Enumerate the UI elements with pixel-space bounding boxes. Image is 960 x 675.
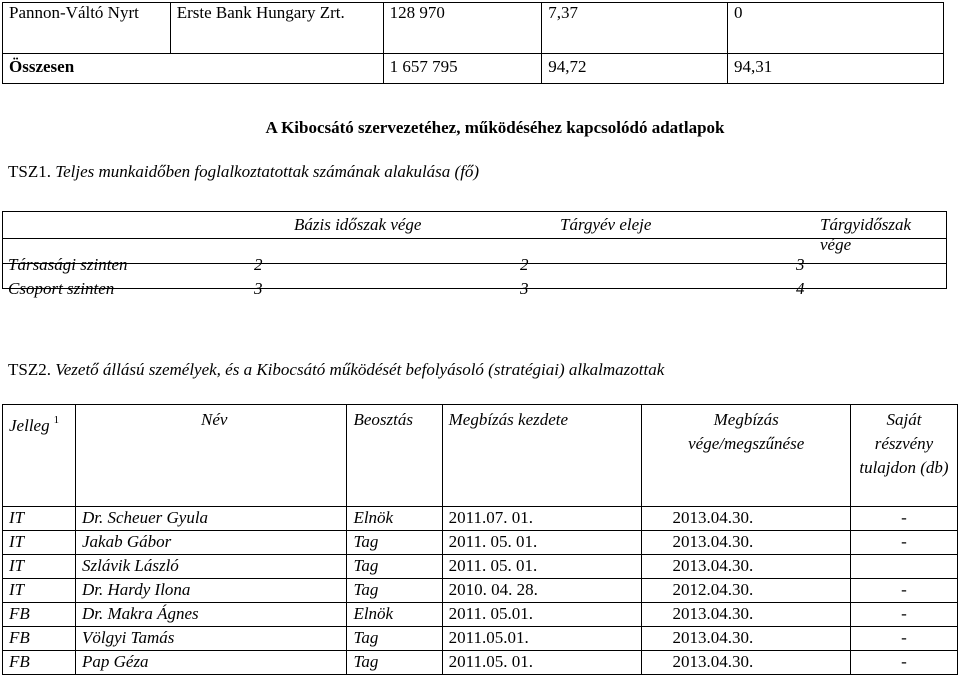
tsz1-row-base: 3 <box>254 279 263 298</box>
person-position: Tag <box>347 555 442 579</box>
mandate-end: 2013.04.30. <box>642 531 850 555</box>
person-position: Elnök <box>347 603 442 627</box>
person-name: Pap Géza <box>75 651 346 675</box>
tsz1-row-label: Csoport szinten <box>8 279 115 298</box>
own-shares: - <box>850 603 957 627</box>
tsz2-header-row <box>3 405 958 507</box>
person-position: Elnök <box>347 507 442 531</box>
tsz1-row <box>2 255 946 279</box>
tsz1-row <box>2 279 946 303</box>
tsz2-heading <box>8 360 664 380</box>
person-position: Tag <box>347 579 442 603</box>
person-name: Dr. Scheuer Gyula <box>75 507 346 531</box>
mandate-start: 2011.07. 01. <box>442 507 642 531</box>
mandate-start: 2010. 04. 28. <box>442 579 642 603</box>
own-shares: - <box>850 507 957 531</box>
mandate-start: 2011. 05. 01. <box>442 555 642 579</box>
person-position: Tag <box>347 531 442 555</box>
owner-name: Pannon-Váltó Nyrt <box>3 3 171 54</box>
person-type: FB <box>3 651 76 675</box>
person-name: Szlávik László <box>75 555 346 579</box>
total-amount: 1 657 795 <box>383 54 542 84</box>
person-name: Jakab Gábor <box>75 531 346 555</box>
tsz1-heading-text: Teljes munkaidőben foglalkoztatottak számának alakulása (fő) <box>55 162 480 181</box>
owner-row <box>3 3 944 54</box>
total-label: Összesen <box>3 54 171 84</box>
tsz2-header-end: Megbízás vége/megszűnése <box>642 405 850 507</box>
person-name: Dr. Makra Ágnes <box>75 603 346 627</box>
mandate-start: 2011.05.01. <box>442 627 642 651</box>
tsz2-header-name: Név <box>75 405 346 507</box>
tsz1-header-empty <box>2 213 248 255</box>
person-name: Dr. Hardy Ilona <box>75 579 346 603</box>
person-type: IT <box>3 507 76 531</box>
tsz1-header-row <box>2 213 946 255</box>
tsz2-header-position: Beosztás <box>347 405 442 507</box>
mandate-end: 2013.04.30. <box>642 651 850 675</box>
person-position: Tag <box>347 627 442 651</box>
total-partner <box>170 54 383 84</box>
owner-partner: Erste Bank Hungary Zrt. <box>170 3 383 54</box>
tsz2-header-start: Megbízás kezdete <box>442 405 642 507</box>
tsz2-header-shares: Saját részvény tulajdon (db) <box>850 405 957 507</box>
tsz1-table <box>2 213 946 303</box>
tsz1-header-base: Bázis időszak vége <box>294 215 422 234</box>
tsz1-header-end: Tárgyidőszak vége <box>820 215 911 254</box>
owners-table <box>2 2 944 84</box>
mandate-end: 2013.04.30. <box>642 555 850 579</box>
mandate-start: 2011. 05.01. <box>442 603 642 627</box>
own-shares: - <box>850 651 957 675</box>
own-shares: - <box>850 579 957 603</box>
tsz1-row-end: 3 <box>796 255 805 274</box>
tsz2-heading-text: Vezető állású személyek, és a Kibocsátó működését befolyásoló (stratégiai) alkalmazottak <box>55 360 665 379</box>
owner-pct2: 0 <box>728 3 944 54</box>
total-pct2: 94,31 <box>728 54 944 84</box>
table-row <box>3 603 958 627</box>
tsz1-row-start: 3 <box>520 279 529 298</box>
own-shares: - <box>850 627 957 651</box>
tsz2-header-type-label: Jelleg <box>9 416 50 435</box>
person-type: IT <box>3 531 76 555</box>
tsz1-row-start: 2 <box>520 255 529 274</box>
table-row <box>3 555 958 579</box>
owner-amount: 128 970 <box>383 3 542 54</box>
person-name: Völgyi Tamás <box>75 627 346 651</box>
table-row <box>3 507 958 531</box>
own-shares <box>850 555 957 579</box>
mandate-start: 2011. 05. 01. <box>442 531 642 555</box>
tsz2-code: TSZ2. <box>8 360 51 379</box>
table-row <box>3 627 958 651</box>
person-type: FB <box>3 627 76 651</box>
own-shares: - <box>850 531 957 555</box>
mandate-start: 2011.05. 01. <box>442 651 642 675</box>
person-type: IT <box>3 579 76 603</box>
table-row <box>3 651 958 675</box>
section-title: A Kibocsátó szervezetéhez, működéséhez kapcsolódó adatlapok <box>265 118 725 137</box>
tsz1-code: TSZ1. <box>8 162 51 181</box>
person-type: IT <box>3 555 76 579</box>
tsz2-table <box>2 404 958 675</box>
mandate-end: 2013.04.30. <box>642 507 850 531</box>
table-row <box>3 579 958 603</box>
tsz1-row-end: 4 <box>796 279 805 298</box>
footnote-marker: 1 <box>53 414 60 426</box>
tsz2-body <box>3 507 958 675</box>
tsz1-row-label: Társasági szinten <box>8 255 128 274</box>
table-row <box>3 531 958 555</box>
tsz1-row-base: 2 <box>254 255 263 274</box>
person-type: FB <box>3 603 76 627</box>
owner-pct1: 7,37 <box>542 3 728 54</box>
person-position: Tag <box>347 651 442 675</box>
tsz1-heading <box>8 162 479 182</box>
total-row <box>3 54 944 84</box>
mandate-end: 2013.04.30. <box>642 603 850 627</box>
mandate-end: 2013.04.30. <box>642 627 850 651</box>
tsz2-header-type <box>3 405 76 507</box>
total-pct1: 94,72 <box>542 54 728 84</box>
mandate-end: 2012.04.30. <box>642 579 850 603</box>
tsz1-header-start: Tárgyév eleje <box>560 215 652 234</box>
